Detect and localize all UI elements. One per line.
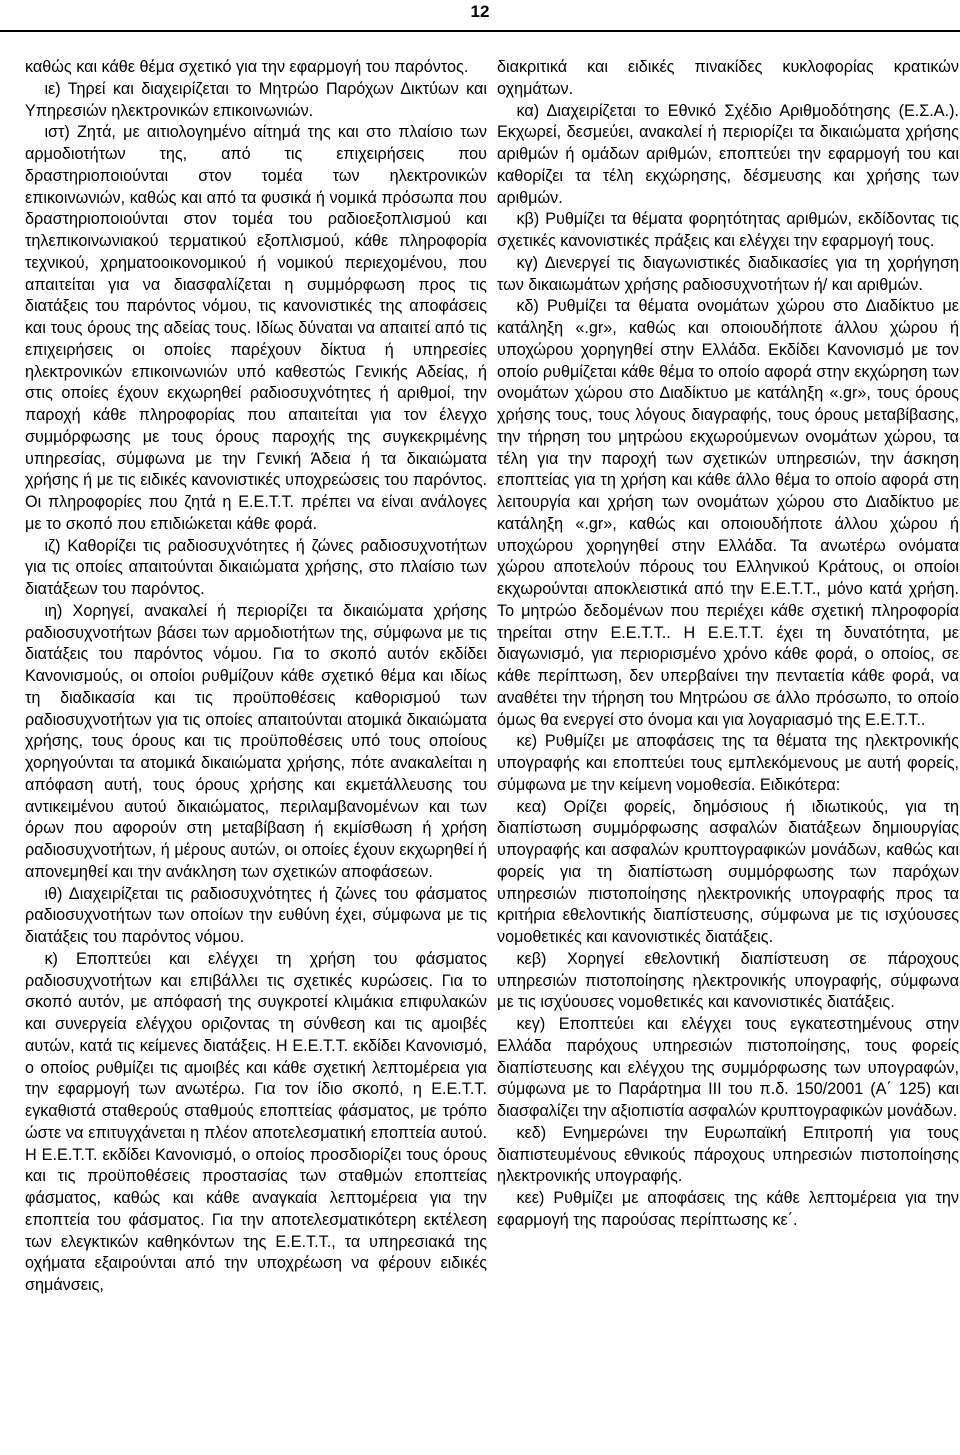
- paragraph: κγ) Διενεργεί τις διαγωνιστικές διαδικασίες για τη χορήγηση των δικαιωμάτων χρήσης ραδιοσυχνοτήτων ή/ και αριθμών.: [497, 253, 959, 294]
- paragraph: κ) Εποπτεύει και ελέγχει τη χρήση του φάσματος ραδιοσυχνοτήτων και επιβάλλει τις σχετικές κυρώσεις. Για το σκοπό αυτόν, με απόφασή της συγκροτεί κλιμάκια επιφυλακών και συνεργεία ελέγχου οριζοντας τη σύνθεση και τις αμοιβές αυτών, κατά τις κείμενες διατάξεις. Η Ε.Ε.Τ.Τ. εκδίδει Κανονισμό, ο οποίος ρυθμίζει τις αμοιβές και κάθε σχετική λεπτομέρεια για την εφαρμογή των ανωτέρω. Για τον ίδιο σκοπό, η Ε.Ε.Τ.Τ. εγκαθιστά σταθερούς σταθμούς εποπτείας φάσματος, με τρόπο ώστε να επιτυγχάνεται η πλέον αποτελεσματική εποπτεία αυτού. Η Ε.Ε.Τ.Τ. εκδίδει Κανονισμό, ο οποίος προσδιορίζει τους όρους και τις προϋποθέσεις προστασίας των σταθμών εποπτείας φάσματος, καθώς και κάθε αναγκαία λεπτομέρεια για την εποπτεία του φάσματος. Για την αποτελεσματικότερη εκτέλεση των ελεγκτικών καθηκόντων της Ε.Ε.Τ.Τ., τα υπηρεσιακά της οχήματα εξαιρούνται από την υποχρέωση να φέρουν ειδικές σημάνσεις,: [25, 949, 487, 1294]
- left-column: [25, 57, 487, 1297]
- paragraph: κε) Ρυθμίζει με αποφάσεις της τα θέματα της ηλεκτρονικής υπογραφής και εποπτεύει τους εμπλεκόμενους με αυτή φορείς, σύμφωνα με την κείμενη νομοθεσία. Ειδικότερα:: [497, 732, 959, 794]
- paragraph: ιη) Χορηγεί, ανακαλεί ή περιορίζει τα δικαιώματα χρήσης ραδιοσυχνοτήτων βάσει των αρμοδιοτήτων της, σύμφωνα με τις διατάξεις του παρόντος νόμου. Για το σκοπό αυτόν εκδίδει Κανονισμούς, οι οποίοι ρυθμίζουν κάθε σχετικό θέμα και ιδίως τη διαδικασία και τις προϋποθέσεις καθορισμού των ραδιοσυχνοτήτων για τις οποίες απαιτούνται ατομικά δικαιώματα χρήσης, τους όρους και τις προϋποθέσεις υπό τους οποίους χορηγούνται τα ατομικά δικαιώματα χρήσης, πότε ανακαλείται η απόφαση αυτή, τους όρους χρήσης και εκμετάλλευσης του αντικειμένου αυτού δικαιώματος, περιλαμβανομένων και των όρων που αφορούν στη μεταβίβαση ή εκμίσθωση ή χρήση ραδιοσυχνοτήτων, ή μέρους αυτών, οι οποίες έχουν εκχωρηθεί ή απονεμηθεί και την ανάκληση των σχετικών αποφάσεων.: [25, 601, 487, 881]
- header-rule: [0, 30, 960, 32]
- paragraph: κβ) Ρυθμίζει τα θέματα φορητότητας αριθμών, εκδίδοντας τις σχετικές κανονιστικές πράξεις και ελέγχει την εφαρμογή τους.: [497, 210, 959, 250]
- paragraph: ιε) Τηρεί και διαχειρίζεται το Μητρώο Παρόχων Δικτύων και Υπηρεσιών ηλεκτρονικών επικοινωνιών.: [25, 79, 487, 120]
- paragraph: καθώς και κάθε θέμα σχετικό για την εφαρμογή του παρόντος.: [25, 58, 469, 76]
- paragraph: ιζ) Καθορίζει τις ραδιοσυχνότητες ή ζώνες ραδιοσυχνοτήτων για τις οποίες απαιτούνται δικαιώματα χρήσης, στο πλαίσιο των διατάξεων του παρόντος.: [25, 536, 487, 598]
- paragraph: διακριτικά και ειδικές πινακίδες κυκλοφορίας κρατικών οχημάτων.: [497, 58, 959, 98]
- paragraph: ιθ) Διαχειρίζεται τις ραδιοσυχνότητες ή ζώνες του φάσματος ραδιοσυχνοτήτων των οποίων την ευθύνη έχει, σύμφωνα με τις διατάξεις του παρόντος νόμου.: [25, 884, 487, 946]
- paragraph: κδ) Ρυθμίζει τα θέματα ονομάτων χώρου στο Διαδίκτυο με κατάληξη «.gr», καθώς και οποιουδήποτε άλλου χώρου ή υποχώρου χορηγηθεί στην Ελλάδα. Εκδίδει Κανονισμό με τον οποίο ρυθμίζεται κάθε θέμα το οποίο αφορά στην εκχώρηση των ονομάτων χώρου στο Διαδίκτυο με κατάληξη «.gr», τους όρους χρήσης τους, τους λόγους διαγραφής, τους όρους μεταβίβασης, την τήρηση του μητρώου εκχωρούμενων ονομάτων χώρου, τα τέλη για την παροχή των σχετικών υπηρεσιών, την άσκηση εποπτείας για τη χρήση και κάθε άλλο θέμα το οποίο αφορά στη λειτουργία και χρήση των ονομάτων χώρου στο Διαδίκτυο με κατάληξη «.gr», καθώς και οποιουδήποτε άλλου χώρου ή υποχώρου χορηγηθεί στην Ελλάδα. Τα ανωτέρω ονόματα χώρου αποτελούν πόρους του Ελληνικού Κράτους, οι οποίοι εκχωρούνται αποκλειστικά από την Ε.Ε.Τ.Τ., μόνο κατά χρήση. Το μητρώο δεδομένων που περιέχει κάθε σχετική πληροφορία τηρείται στην Ε.Ε.Τ.Τ.. Η Ε.Ε.Τ.Τ. έχει τη δυνατότητα, με διαγωνισμό, για περιορισμένο χρόνο κάθε φορά, ο οποίος, σε κάθε περίπτωση, δεν υπερβαίνει την πενταετία κάθε φορά, να αναθέτει την τήρηση του Μητρώου σε άλλο πρόσωπο, το οποίο όμως θα ενεργεί στο όνομα και για λογαριασμό της Ε.Ε.Τ.Τ..: [497, 297, 959, 729]
- paragraph: κεγ) Εποπτεύει και ελέγχει τους εγκατεστημένους στην Ελλάδα παρόχους υπηρεσιών πιστοποίησης, τους φορείς διαπίστευσης και ελέγχου της συμμόρφωσης των υπογραφών, σύμφωνα με το Παράρτημα ΙΙΙ του π.δ. 150/2001 (Α΄ 125) και διασφαλίζει την αξιοπιστία ασφαλών κρυπτογραφικών μονάδων.: [497, 1015, 959, 1120]
- paragraph: κεβ) Χορηγεί εθελοντική διαπίστευση σε πάροχους υπηρεσιών πιστοποίησης ηλεκτρονικής υπογραφής, σύμφωνα με τις ισχύουσες νομοθετικές και κανονιστικές διατάξεις.: [497, 949, 959, 1012]
- paragraph: ιστ) Ζητά, με αιτιολογημένο αίτημά της και στο πλαίσιο των αρμοδιοτήτων της, από τις επιχειρήσεις που δραστηριοποιούνται στον τομέα των ηλεκτρονικών επικοινωνιών, καθώς και από τα φυσικά ή νομικά πρόσωπα που δραστηριοποιούνται στον τομέα του ραδιοεξοπλισμού και τηλεπικοινωνιακού τερματικού εξοπλισμού, κάθε πληροφορία τεχνικού, χρηματοοικονομικού ή νομικού περιεχομένου, που απαιτείται για να διασφαλίζεται η συμμόρφωση προς τις διατάξεις του παρόντος νόμου, τις κανονιστικές της αποφάσεις και τους όρους της αδείας τους. Ιδίως δύναται να απαιτεί από τις επιχειρήσεις οι οποίες παρέχουν δίκτυα ή υπηρεσίες ηλεκτρονικών επικοινωνιών υπό καθεστώς Γενικής Αδείας, ή στις οποίες έχουν εκχωρηθεί ραδιοσυχνότητες ή αριθμοί, την παροχή κάθε πληροφορίας που απαιτείται για τον έλεγχο συμμόρφωσης με τους όρους παροχής της συγκεκριμένης υπηρεσίας, σύμφωνα με την Γενική Άδεια ή τα δικαιώματα χρήσης ή με τις ειδικές κανονιστικές υποχρεώσεις του παρόντος. Οι πληροφορίες που ζητά η Ε.Ε.Τ.Τ. πρέπει να είναι ανάλογες με το σκοπό που επιδιώκεται κάθε φορά.: [25, 123, 487, 533]
- paragraph: κα) Διαχειρίζεται το Εθνικό Σχέδιο Αριθμοδότησης (Ε.Σ.Α.). Εκχωρεί, δεσμεύει, ανακαλεί ή περιορίζει τα δικαιώματα χρήσης αριθμών ή ομάδων αριθμών, εποπτεύει την εφαρμογή του και καθορίζει τα τέλη εκχώρησης, δέσμευσης και χρήσης των αριθμών.: [497, 101, 959, 207]
- paragraph: κεδ) Ενημερώνει την Ευρωπαϊκή Επιτροπή για τους διαπιστευμένους εθνικούς πάροχους υπηρεσιών πιστοποίησης ηλεκτρονικής υπογραφής.: [497, 1123, 959, 1186]
- page-number: 12: [470, 2, 490, 21]
- paragraph: κεε) Ρυθμίζει με αποφάσεις της κάθε λεπτομέρεια για την εφαρμογή της παρούσας περίπτωσης κε΄.: [497, 1189, 959, 1229]
- paragraph: κεα) Ορίζει φορείς, δημόσιους ή ιδιωτικούς, για τη διαπίστωση συμμόρφωσης ασφαλών διατάξεων δημιουργίας υπογραφής και ασφαλών κρυπτογραφικών μονάδων, καθώς και φορείς για τη διαπίστωση συμμόρφωσης των παρόχων υπηρεσιών πιστοποίησης ηλεκτρονικής υπογραφής προς τα κριτήρια εθελοντικής διαπίστευσης, σύμφωνα με τις ισχύουσες νομοθετικές και κανονιστικές διατάξεις.: [497, 797, 959, 946]
- right-column: [497, 57, 959, 1232]
